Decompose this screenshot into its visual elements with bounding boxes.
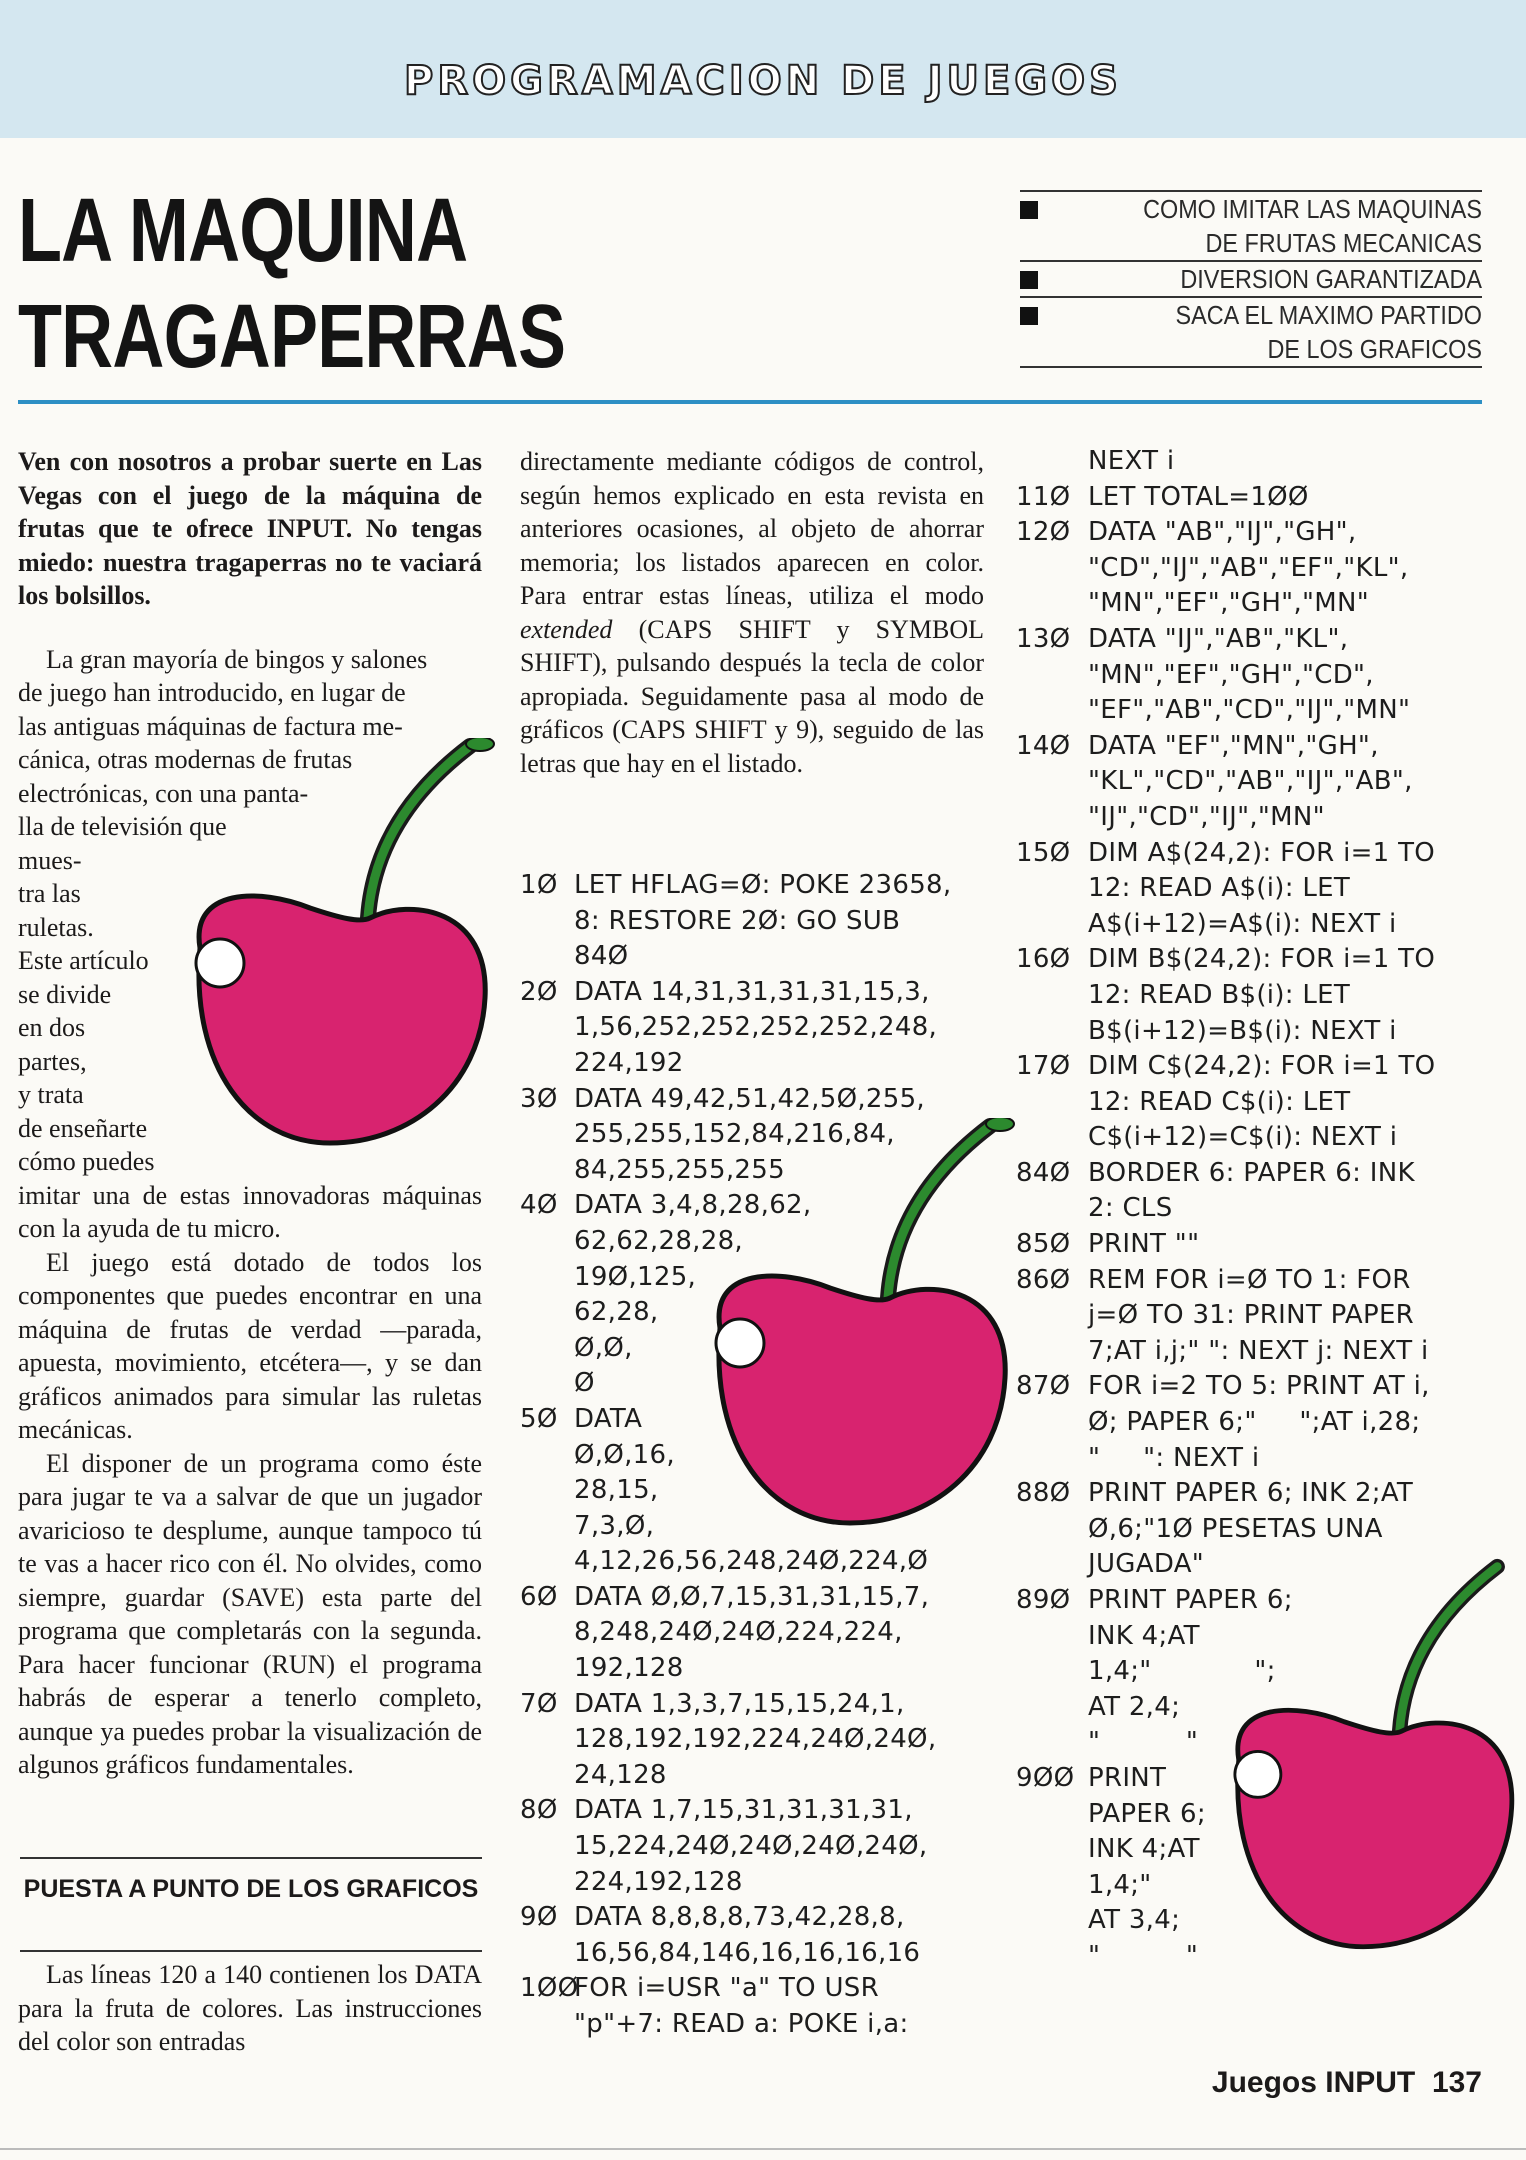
code-text: 12: READ C$(i): LET <box>1088 1086 1351 1117</box>
listing-line <box>520 1010 951 1046</box>
listing-line <box>520 1082 951 1118</box>
listing-line <box>1016 658 1435 694</box>
line-number: 16Ø <box>1016 944 1071 975</box>
wrapped-line: La gran mayoría de bingos y salones <box>46 644 428 674</box>
code-text: DATA 14,31,31,31,31,15,3, <box>574 976 930 1007</box>
code-text: PRINT PAPER 6; INK 2;AT <box>1088 1478 1414 1509</box>
paragraph-2: El juego está dotado de todos los componentes que puedes encontrar en una máquina de frutas de verdad —parada, apuesta, movimiento, etcétera—, y se dan gráficos animados para simular las ruletas mecánicas. <box>18 1247 482 1444</box>
code-text: DATA 1,7,15,31,31,31,31, <box>574 1795 913 1826</box>
line-number: 6Ø <box>520 1581 558 1612</box>
code-text: "KL","CD","AB","IJ","AB", <box>1088 766 1413 797</box>
code-text: "IJ","CD","IJ","MN" <box>1088 801 1325 832</box>
column-2-paragraph <box>520 445 984 780</box>
code-text: 2: CLS <box>1088 1193 1173 1224</box>
code-text: INK 4;AT <box>1088 1620 1200 1651</box>
line-number: 8Ø <box>520 1795 558 1826</box>
listing-line <box>520 1758 951 1794</box>
line-number: 9Ø <box>520 1902 558 1933</box>
code-text: " ": NEXT i <box>1088 1442 1260 1473</box>
code-text: 8,248,24Ø,24Ø,224,224, <box>574 1617 903 1648</box>
code-text: 8: RESTORE 2Ø: GO SUB <box>574 905 901 936</box>
listing-line <box>1016 622 1435 658</box>
cherry-illustration-1 <box>170 738 500 1158</box>
code-text: 1,56,252,252,252,252,248, <box>574 1012 938 1043</box>
wrapped-line: cánica, otras modernas de frutas <box>18 745 353 774</box>
code-text: 19Ø,125, <box>574 1261 697 1292</box>
line-number: 7Ø <box>520 1688 558 1719</box>
listing-line <box>520 1046 951 1082</box>
code-text: DATA 1,3,3,7,15,15,24,1, <box>574 1688 905 1719</box>
title-line-2: TRAGAPERRAS <box>18 287 566 387</box>
code-text: DATA 3,4,8,28,62, <box>574 1190 812 1221</box>
code-text: AT 3,4; <box>1088 1905 1181 1936</box>
code-text: "EF","AB","CD","IJ","MN" <box>1088 695 1411 726</box>
code-text: B$(i+12)=B$(i): NEXT i <box>1088 1015 1397 1046</box>
wrapped-line: tra las <box>18 879 81 908</box>
code-text: "CD","IJ","AB","EF","KL", <box>1088 552 1409 583</box>
listing-line <box>520 1722 951 1758</box>
highlight-item-cont <box>1020 226 1482 260</box>
square-bullet-icon <box>1020 307 1038 325</box>
square-bullet-icon <box>1020 201 1038 219</box>
wrapped-line: se divide <box>18 979 112 1009</box>
code-text: 4,12,26,56,248,24Ø,224,Ø <box>574 1546 929 1577</box>
code-text: PAPER 6; <box>1088 1798 1206 1829</box>
code-text: Ø,Ø,16, <box>574 1439 675 1470</box>
code-text: FOR i=USR "a" TO USR <box>574 1973 879 2004</box>
listing-line <box>520 1793 951 1829</box>
code-text: 1,4;" "; <box>1088 1656 1276 1687</box>
listing-line <box>520 868 951 904</box>
listing-line <box>1016 1085 1435 1121</box>
line-number: 3Ø <box>520 1083 558 1114</box>
code-text: 16,56,84,146,16,16,16,16 <box>574 1937 921 1968</box>
article-column-2 <box>520 445 984 780</box>
listing-line <box>1016 693 1435 729</box>
wrapped-line: de enseñarte <box>18 1113 148 1143</box>
code-text: 84Ø <box>574 941 629 972</box>
footer-section: Juegos INPUT <box>1211 2066 1416 2099</box>
code-text: DATA "EF","MN","GH", <box>1088 730 1379 761</box>
listing-line <box>1016 800 1435 836</box>
code-text: " " <box>1088 1940 1199 1971</box>
listing-line <box>1016 1227 1435 1263</box>
code-text: DIM B$(24,2): FOR i=1 TO <box>1088 944 1436 975</box>
code-text: LET HFLAG=Ø: POKE 23658, <box>574 870 952 900</box>
highlight-text: DIVERSION GARANTIZADA <box>1180 264 1482 294</box>
listing-line <box>1016 1156 1435 1192</box>
code-text: 62,62,28,28, <box>574 1225 743 1256</box>
paragraph-1-rest: imitar una de estas innovadoras máquinas con la ayuda de tu micro. <box>18 1180 482 1243</box>
highlight-text: SACA EL MAXIMO PARTIDO <box>1175 300 1482 330</box>
code-text: INK 4;AT <box>1088 1834 1200 1865</box>
listing-line <box>1016 729 1435 765</box>
code-text: Ø,6;"1Ø PESETAS UNA <box>1088 1513 1383 1544</box>
code-text: BORDER 6: PAPER 6: INK <box>1088 1157 1415 1188</box>
wrapped-line: en dos <box>18 1013 86 1042</box>
highlight-item <box>1020 260 1482 296</box>
line-number: 9ØØ <box>1016 1762 1075 1793</box>
title-line-1: LA MAQUINA <box>18 181 468 281</box>
wrapped-line: mues- <box>18 845 82 875</box>
subheading: PUESTA A PUNTO DE LOS GRAFICOS <box>23 1875 479 1903</box>
line-number: 13Ø <box>1016 623 1071 654</box>
listing-line <box>1016 942 1435 978</box>
code-text: "MN","EF","GH","MN" <box>1088 588 1370 619</box>
text-run: (CAPS SHIFT y SYMBOL SHIFT), pulsando después la tecla de color apropiada. Seguidamente pasa al modo de gráficos (CAPS SHIFT y 9), seguido de las letras que hay en el listado. <box>520 614 984 778</box>
paragraph-3: El disponer de un programa como éste para jugar te va a salvar de que un jugador avaricioso te desplume, aunque tampoco tú te vas a hacer rico con él. No olvides, como siempre, guardar (SAVE) esta parte del programa que completarás con la segunda. Para hacer funcionar (RUN) el programa habrás de esperar a tenerlo completo, aunque ya puedes probar la visualización de algunos gráficos fundamentales. <box>18 1448 482 1779</box>
code-text: 15,224,24Ø,24Ø,24Ø,24Ø, <box>574 1831 928 1862</box>
code-text: 7;AT i,j;" ": NEXT j: NEXT i <box>1088 1335 1429 1366</box>
code-text: DATA 8,8,8,8,73,42,28,8, <box>574 1902 905 1933</box>
listing-line <box>520 939 951 975</box>
cherry-illustration-2 <box>690 1118 1020 1538</box>
listing-line <box>1016 907 1435 943</box>
code-text: 128,192,192,224,24Ø,24Ø, <box>574 1724 937 1755</box>
line-number: 1Ø <box>520 870 558 900</box>
listing-line <box>1016 978 1435 1014</box>
line-number: 87Ø <box>1016 1371 1071 1402</box>
listing-line <box>1016 1263 1435 1299</box>
cherry-illustration-3 <box>1210 1550 1526 1970</box>
listing-line <box>1016 836 1435 872</box>
highlight-text: DE LOS GRAFICOS <box>1267 334 1482 364</box>
code-text: 12: READ B$(i): LET <box>1088 979 1351 1010</box>
code-text: DATA "IJ","AB","KL", <box>1088 623 1349 654</box>
code-text: "p"+7: READ a: POKE i,a: <box>574 2009 909 2039</box>
line-number: 88Ø <box>1016 1478 1071 1509</box>
wrapped-line: lla de televisión que <box>18 812 227 841</box>
code-text: 224,192 <box>574 1047 684 1078</box>
listing-line <box>1016 1120 1435 1156</box>
code-text: A$(i+12)=A$(i): NEXT i <box>1088 908 1397 939</box>
listing-line <box>1016 871 1435 907</box>
highlights-list <box>1020 190 1482 368</box>
page-footer <box>1212 2066 1482 2100</box>
listing-line <box>520 1971 951 2007</box>
code-text: 12: READ A$(i): LET <box>1088 873 1351 904</box>
line-number: 86Ø <box>1016 1264 1071 1295</box>
code-text: REM FOR i=Ø TO 1: FOR <box>1088 1264 1411 1295</box>
code-text: Ø; PAPER 6;" ";AT i,28; <box>1088 1407 1421 1438</box>
wrapped-line: ruletas. <box>18 912 94 942</box>
listing-line <box>1016 1476 1435 1512</box>
line-number: 2Ø <box>520 976 558 1007</box>
code-text: 28,15, <box>574 1475 659 1506</box>
code-text: JUGADA" <box>1088 1549 1205 1580</box>
listing-line <box>1016 551 1435 587</box>
code-text: AT 2,4; <box>1088 1691 1181 1722</box>
code-text: LET TOTAL=1ØØ <box>1088 481 1309 512</box>
wrapped-line: cómo puedes <box>18 1147 155 1176</box>
listing-line <box>520 1544 951 1580</box>
listing-line <box>1016 1334 1435 1370</box>
listing-line <box>520 2007 951 2043</box>
code-text: 255,255,152,84,216,84, <box>574 1119 895 1150</box>
line-number: 84Ø <box>1016 1157 1071 1188</box>
line-number: 85Ø <box>1016 1229 1071 1260</box>
line-number: 1ØØ <box>520 1973 579 2004</box>
subheading-rule-top <box>20 1857 482 1859</box>
listing-line <box>1016 1405 1435 1441</box>
paragraph-4-block <box>18 1958 482 2059</box>
code-text: PRINT "" <box>1088 1229 1200 1260</box>
code-text: NEXT i <box>1088 446 1175 476</box>
title-divider <box>18 400 1482 404</box>
line-number: 14Ø <box>1016 730 1071 761</box>
code-text: C$(i+12)=C$(i): NEXT i <box>1088 1122 1398 1153</box>
listing-line <box>520 1687 951 1723</box>
code-text: " " <box>1088 1727 1199 1758</box>
highlight-text: DE FRUTAS MECANICAS <box>1205 228 1482 258</box>
subheading-rule-bottom <box>20 1950 482 1952</box>
code-text: PRINT <box>1088 1762 1167 1793</box>
highlight-item <box>1020 190 1482 226</box>
code-text: DATA Ø,Ø,7,15,31,31,15,7, <box>574 1581 930 1612</box>
code-text: 84,255,255,255 <box>574 1154 785 1185</box>
code-text: DATA <box>574 1403 643 1434</box>
line-number: 15Ø <box>1016 837 1071 868</box>
code-text: 62,28, <box>574 1297 659 1328</box>
listing-line <box>1016 1191 1435 1227</box>
code-text: DATA 49,42,51,42,5Ø,255, <box>574 1083 926 1114</box>
square-bullet-icon <box>1020 271 1038 289</box>
wrapped-line: de juego han introducido, en lugar de <box>18 678 406 707</box>
listing-line <box>1016 1369 1435 1405</box>
listing-line <box>520 975 951 1011</box>
wrapped-line: electrónicas, con una panta- <box>18 778 309 808</box>
code-text: DIM A$(24,2): FOR i=1 TO <box>1088 837 1436 868</box>
line-number: 4Ø <box>520 1190 558 1221</box>
code-text: 192,128 <box>574 1653 684 1684</box>
listing-line <box>1016 586 1435 622</box>
italic-term: extended <box>520 614 613 644</box>
code-text: PRINT PAPER 6; <box>1088 1585 1293 1615</box>
listing-line <box>1016 1441 1435 1477</box>
code-text: DIM C$(24,2): FOR i=1 TO <box>1088 1051 1436 1082</box>
code-text: 1,4;" <box>1088 1869 1152 1900</box>
listing-line <box>1016 444 1435 480</box>
listing-line <box>520 1900 951 1936</box>
paragraph-4: Las líneas 120 a 140 contienen los DATA para la fruta de colores. Las instrucciones del color son entradas <box>18 1960 482 2056</box>
lead-paragraph: Ven con nosotros a probar suerte en Las Vegas con el juego de la máquina de frutas que te ofrece INPUT. No tengas miedo: nuestra tragaperras no te vaciará los bolsillos. <box>18 447 482 610</box>
line-number: 89Ø <box>1016 1585 1071 1615</box>
section-title: PROGRAMACION DE JUEGOS <box>404 58 1122 104</box>
code-text: Ø <box>574 1368 595 1399</box>
listing-line <box>1016 1014 1435 1050</box>
listing-line <box>1016 1298 1435 1334</box>
listing-line <box>1016 515 1435 551</box>
code-text: FOR i=2 TO 5: PRINT AT i, <box>1088 1371 1430 1402</box>
listing-line <box>520 904 951 940</box>
listing-line <box>1016 1512 1435 1548</box>
highlight-text: COMO IMITAR LAS MAQUINAS <box>1143 194 1482 224</box>
code-text: j=Ø TO 31: PRINT PAPER <box>1088 1300 1415 1331</box>
code-text: 7,3,Ø, <box>574 1510 655 1541</box>
listing-line <box>520 1615 951 1651</box>
footer-rule <box>0 2148 1526 2150</box>
code-text: Ø,Ø, <box>574 1332 633 1363</box>
listing-line <box>1016 764 1435 800</box>
wrapped-line: Este artículo <box>18 946 149 975</box>
article-title <box>18 178 565 390</box>
listing-line <box>520 1936 951 1972</box>
text-run: directamente mediante códigos de control, según hemos explicado en esta revista en anteriores ocasiones, al objeto de ahorrar memoria; los listados aparecen en color. Para entrar estas líneas, utiliza el modo <box>520 447 984 610</box>
highlight-item-cont <box>1020 332 1482 368</box>
code-text: 224,192,128 <box>574 1866 743 1897</box>
page-number: 137 <box>1431 2066 1482 2099</box>
listing-line <box>520 1651 951 1687</box>
line-number: 12Ø <box>1016 517 1071 548</box>
wrapped-line: las antiguas máquinas de factura me- <box>18 711 403 741</box>
line-number: 11Ø <box>1016 481 1071 512</box>
listing-line <box>1016 480 1435 516</box>
line-number: 17Ø <box>1016 1051 1071 1082</box>
code-text: 24,128 <box>574 1759 667 1790</box>
wrapped-line: y trata <box>18 1080 84 1109</box>
listing-line <box>520 1580 951 1616</box>
listing-line <box>1016 1049 1435 1085</box>
highlight-item <box>1020 296 1482 332</box>
code-text: "MN","EF","GH","CD", <box>1088 659 1374 690</box>
code-text: DATA "AB","IJ","GH", <box>1088 517 1357 548</box>
listing-line <box>520 1829 951 1865</box>
wrapped-line: partes, <box>18 1046 87 1076</box>
line-number: 5Ø <box>520 1403 558 1434</box>
listing-line <box>520 1865 951 1901</box>
